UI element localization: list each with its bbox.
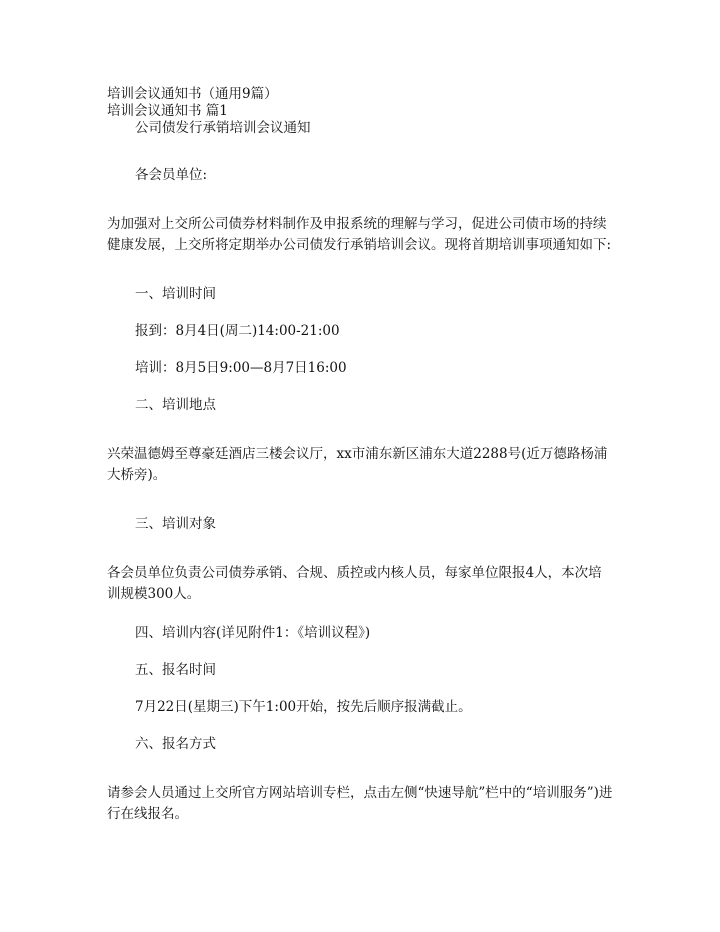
registration-time: 7月22日(星期三)下午1:00开始，按先后顺序报满截止。	[135, 699, 472, 715]
section-4-title: 四、培训内容(详见附件1：《培训议程》)	[135, 625, 371, 641]
document-subheading: 培训会议通知书 篇1	[107, 103, 228, 119]
notice-title: 公司债发行承销培训会议通知	[135, 120, 311, 136]
training-time: 培训：8月5日9:00—8月7日16:00	[135, 360, 347, 376]
registration-method-paragraph: 请参会人员通过上交所官方网站培训专栏，点击左侧“快速导航”栏中的“培训服务”)进行在线报名。	[107, 785, 613, 822]
document-body	[107, 86, 613, 825]
section-2-title: 二、培训地点	[135, 397, 216, 413]
section-5-title: 五、报名时间	[135, 662, 216, 678]
location-paragraph: 兴荣温德姆至尊豪廷酒店三楼会议厅，xx市浦东新区浦东大道2288号(近万德路杨浦大桥旁)。	[107, 446, 608, 483]
section-1-title: 一、培训时间	[135, 286, 216, 302]
section-6-title: 六、报名方式	[135, 736, 216, 752]
intro-paragraph: 为加强对上交所公司债券材料制作及申报系统的理解与学习，促进公司债市场的持续健康发展，上交所将定期举办公司债发行承销培训会议。现将首期培训事项通知如下:	[107, 216, 612, 253]
audience-paragraph: 各会员单位负责公司债券承销、合规、质控或内核人员，每家单位限报4人，本次培训规模300人。	[107, 565, 602, 602]
checkin-time: 报到：8月4日(周二)14:00-21:00	[135, 323, 340, 339]
section-3-title: 三、培训对象	[135, 516, 216, 532]
document-heading: 培训会议通知书（通用9篇）	[107, 86, 278, 102]
salutation: 各会员单位:	[135, 167, 208, 183]
